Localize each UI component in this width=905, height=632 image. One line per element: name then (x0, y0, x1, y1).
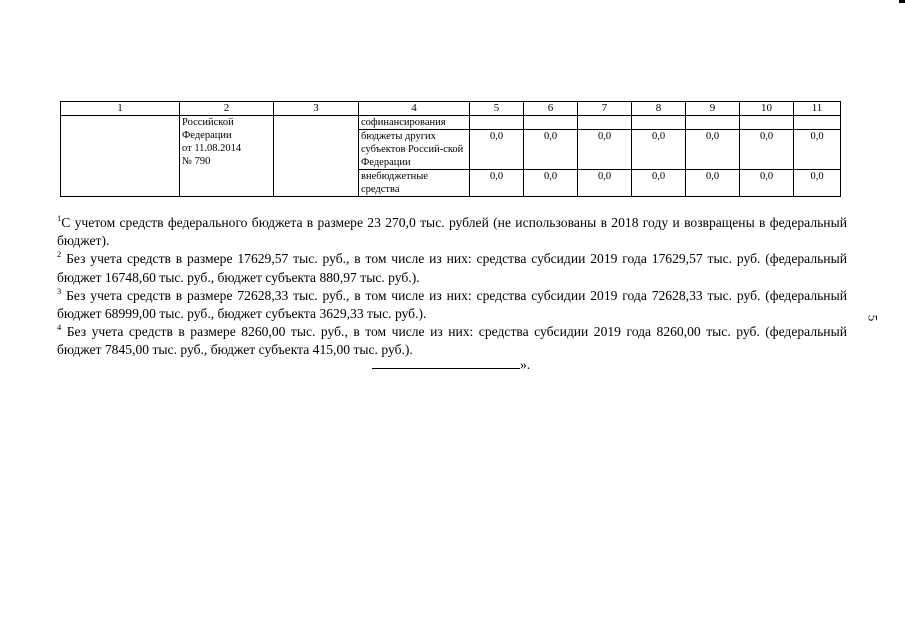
footnote-mark: 3 (57, 285, 62, 296)
footnote (57, 214, 847, 250)
value-cell (740, 116, 794, 130)
value-cell: 0,0 (632, 130, 686, 170)
table-header-row (61, 102, 841, 116)
footnotes (57, 214, 847, 360)
value-cell (578, 116, 632, 130)
footnote (57, 287, 847, 323)
col2-line: № 790 (182, 156, 211, 167)
value-cell: 0,0 (578, 130, 632, 170)
value-cell: 0,0 (794, 170, 841, 197)
col2-line: Федерации (182, 130, 232, 141)
column-header: 9 (686, 102, 740, 116)
row-label: софинансирования (359, 116, 470, 130)
budget-table (60, 101, 841, 197)
value-cell (632, 116, 686, 130)
value-cell: 0,0 (794, 130, 841, 170)
cell-col2 (180, 116, 274, 197)
value-cell: 0,0 (686, 170, 740, 197)
column-header: 11 (794, 102, 841, 116)
value-cell: 0,0 (740, 170, 794, 197)
signature-line (372, 356, 520, 369)
value-cell (524, 116, 578, 130)
footnote-mark: 4 (57, 322, 62, 333)
column-header: 7 (578, 102, 632, 116)
column-header: 4 (359, 102, 470, 116)
value-cell: 0,0 (524, 170, 578, 197)
value-cell: 0,0 (578, 170, 632, 197)
row-label: бюджеты других субъектов Россий-ской Федерации (359, 130, 470, 170)
footnote (57, 250, 847, 286)
footnote-mark: 2 (57, 249, 62, 260)
footnote-text: Без учета средств в размере 72628,33 тыс. руб., в том числе из них: средства субсидии 2019 года 72628,33 тыс. руб. (федеральный бюджет 68999,00 тыс. руб., бюджет субъекта 3629,33 тыс. руб.). (57, 287, 847, 322)
page-number: 5 (865, 314, 881, 322)
value-cell: 0,0 (740, 130, 794, 170)
value-cell: 0,0 (686, 130, 740, 170)
col2-line: от 11.08.2014 (182, 143, 242, 154)
cell-col3 (274, 116, 359, 197)
footnote-text: Без учета средств в размере 8260,00 тыс. руб., в том числе из них: средства субсидии 2019 года 8260,00 тыс. руб. (федеральный бюджет 7845,00 тыс. руб., бюджет субъекта 415,00 тыс. руб.). (57, 324, 847, 358)
column-header: 5 (470, 102, 524, 116)
table-row (61, 116, 841, 130)
column-header: 8 (632, 102, 686, 116)
footnote-text: Без учета средств в размере 17629,57 тыс. руб., в том числе из них: средства субсидии 2019 года 17629,57 тыс. руб. (федеральный бюджет 16748,60 тыс. руб., бюджет субъекта 880,97 тыс. руб.). (57, 251, 847, 285)
column-header: 3 (274, 102, 359, 116)
column-header: 6 (524, 102, 578, 116)
value-cell (794, 116, 841, 130)
cell-col1 (61, 116, 180, 197)
closing-quote: ». (520, 357, 531, 372)
value-cell (470, 116, 524, 130)
closing-line (372, 356, 530, 374)
footnote (57, 323, 847, 359)
column-header: 1 (61, 102, 180, 116)
footnote-mark: 1 (57, 213, 62, 223)
value-cell (686, 116, 740, 130)
row-label: внебюджетные средства (359, 170, 470, 197)
scan-mark (899, 0, 905, 3)
value-cell: 0,0 (470, 130, 524, 170)
value-cell: 0,0 (470, 170, 524, 197)
value-cell: 0,0 (524, 130, 578, 170)
col2-line: Российской (182, 117, 234, 128)
footnote-text: С учетом средств федерального бюджета в размере 23 270,0 тыс. рублей (не использованы в 2018 году и возвращены в федеральный бюджет). (57, 215, 847, 249)
column-header: 10 (740, 102, 794, 116)
column-header: 2 (180, 102, 274, 116)
value-cell: 0,0 (632, 170, 686, 197)
